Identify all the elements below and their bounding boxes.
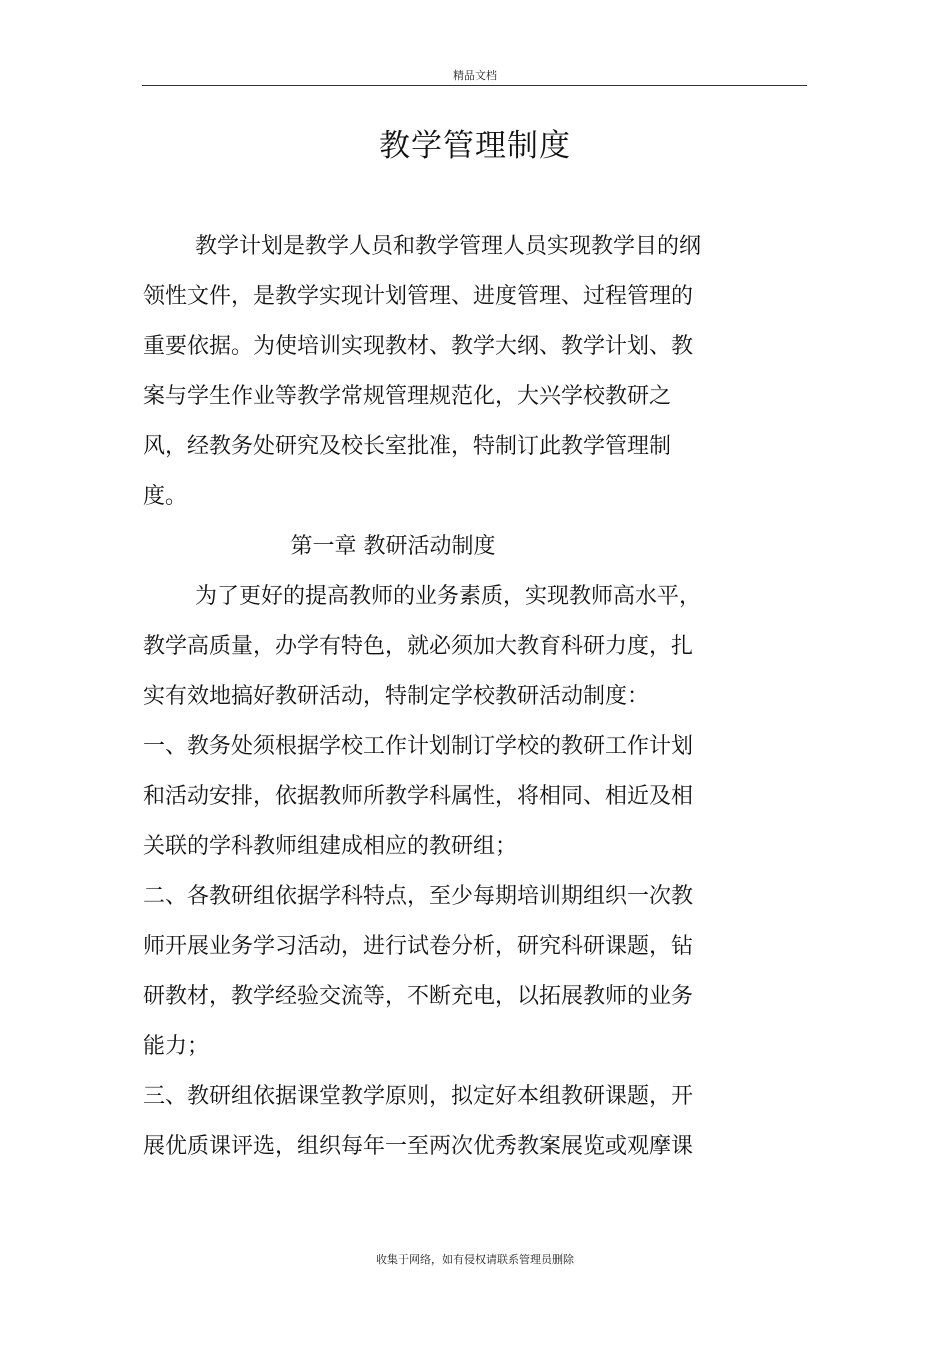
body-line: 师开展业务学习活动，进行试卷分析，研究科研课题，钻 — [143, 934, 694, 959]
body-line: 度。 — [143, 484, 188, 509]
page-footer: 收集于网络，如有侵权请联系管理员删除 — [376, 1253, 574, 1266]
body-line: 教学高质量，办学有特色，就必须加大教育科研力度，扎 — [143, 634, 694, 659]
body-line: 展优质课评选，组织每年一至两次优秀教案展览或观摩课 — [143, 1134, 694, 1159]
body-line: 重要依据。为使培训实现教材、教学大纲、教学计划、教 — [143, 334, 694, 359]
body-line: 三、教研组依据课堂教学原则，拟定好本组教研课题，开 — [143, 1084, 694, 1109]
page-header: 精品文档 — [453, 69, 497, 82]
body-line: 二、各教研组依据学科特点，至少每期培训期组织一次教 — [143, 884, 694, 909]
chapter-heading: 第一章 教研活动制度 — [290, 534, 496, 559]
body-line: 案与学生作业等教学常规管理规范化，大兴学校教研之 — [143, 384, 672, 409]
body-line: 能力； — [143, 1034, 210, 1059]
body-line: 和活动安排，依据教师所教学科属性，将相同、相近及相 — [143, 784, 694, 809]
document-title: 教学管理制度 — [379, 128, 571, 164]
body-line: 教学计划是教学人员和教学管理人员实现教学目的纲 — [195, 234, 702, 259]
body-line: 实有效地搞好教研活动，特制定学校教研活动制度： — [143, 684, 650, 709]
document-body — [143, 222, 723, 1172]
body-line: 一、教务处须根据学校工作计划制订学校的教研工作计划 — [143, 734, 694, 759]
header-divider — [142, 85, 807, 86]
body-line: 风，经教务处研究及校长室批准，特制订此教学管理制 — [143, 434, 672, 459]
body-line: 关联的学科教师组建成相应的教研组； — [143, 834, 518, 859]
body-line: 研教材，教学经验交流等，不断充电，以拓展教师的业务 — [143, 984, 694, 1009]
body-line: 领性文件，是教学实现计划管理、进度管理、过程管理的 — [143, 284, 694, 309]
body-line: 为了更好的提高教师的业务素质，实现教师高水平， — [195, 584, 702, 609]
